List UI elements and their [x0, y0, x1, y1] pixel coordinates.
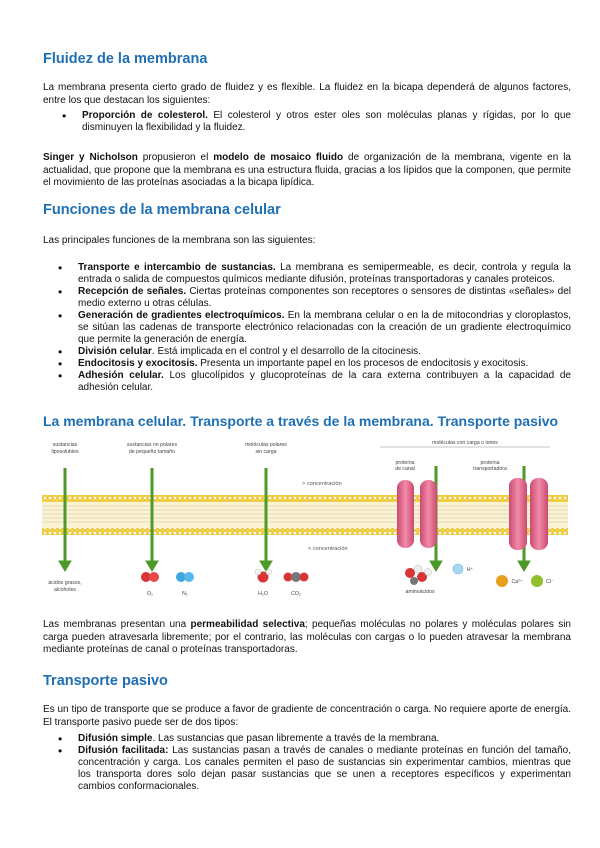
- item-bold: Proporción de colesterol.: [82, 110, 208, 121]
- list-item: [56, 733, 571, 745]
- inner-lipid-heads: [42, 528, 568, 535]
- label-polares-2: sin carga: [255, 449, 277, 455]
- ion-ca: [496, 575, 508, 587]
- arrow-head: [59, 561, 71, 571]
- ion-cl: [531, 575, 543, 587]
- label-co2: CO₂: [291, 591, 301, 597]
- label-liposolubles-1: sustancias: [52, 442, 78, 448]
- arrow-head: [430, 561, 442, 571]
- membrane-transport-diagram: [40, 438, 570, 600]
- singer-text-1: propusieron el: [137, 152, 214, 163]
- label-cl-ion: Cl⁻: [546, 579, 554, 585]
- list-item: [56, 370, 571, 394]
- carrier-protein-right: [530, 478, 548, 550]
- fluidez-list: [60, 110, 571, 134]
- label-aminoacidos: aminoácidos: [405, 589, 435, 595]
- list-item: [56, 745, 571, 793]
- item-text: En la membrana celular o en la de mitocondrias y cloroplastos, se sitúan las cadenas de transporte electrónico relacionadas con la creación de un gradiente electroquímico que permite la generación de energía.: [78, 310, 571, 345]
- label-h-ion: H⁺: [466, 567, 474, 573]
- heading-transporte-membrana: La membrana celular. Transporte a través de la membrana. Transporte pasivo: [43, 413, 559, 429]
- item-text: . Las sustancias que pasan libremente a través de la membrana.: [152, 733, 440, 744]
- item-text: . Está implicada en el control y el desarrollo de la citocinesis.: [151, 346, 421, 357]
- pasivo-list: [56, 733, 571, 793]
- singer-paragraph: [43, 152, 571, 190]
- item-text: Las sustancias pasan a través de canales o mediante proteínas en función del tamaño, concentración y carga. Los canales permiten el paso de sustancias sin experimentar cambios, mientras que los transporta dores solo dejan pasar sustancias que se unen a receptores específicos y experimentan cambios conformacionales.: [78, 745, 572, 792]
- channel-protein-left: [397, 480, 414, 548]
- label-transportadora-1: proteína: [480, 460, 500, 466]
- item-text: Presenta un importante papel en los procesos de endocitosis y exocitosis.: [197, 358, 529, 369]
- list-item: [56, 358, 571, 370]
- list-item: [60, 110, 571, 134]
- arrow-head: [518, 561, 530, 571]
- label-carga: moléculas con carga o iones: [432, 440, 498, 446]
- label-canal-2: de canal: [395, 466, 415, 472]
- label-menor-concentracion: < concentración: [308, 546, 348, 552]
- label-polares-1: moléculas polares: [245, 442, 287, 448]
- item-text: El colesterol y otros ester oles son moléculas planas y rígidas, por lo que disminuyen la flexibilidad y la fluidez.: [82, 110, 571, 133]
- molecule-co2: [284, 572, 309, 582]
- item-bold: Difusión simple: [78, 733, 153, 744]
- channel-protein-right: [420, 480, 437, 548]
- arrow-head: [146, 561, 158, 571]
- label-acidos-1: ácidos grasos,: [48, 580, 82, 586]
- list-item: [56, 262, 571, 286]
- mosaico-fluido: modelo de mosaico fluido: [213, 152, 344, 163]
- item-bold: Endocitosis y exocitosis.: [78, 358, 198, 369]
- diagram-svg: [40, 438, 570, 600]
- permeabilidad-paragraph: [43, 619, 571, 657]
- heading-transporte-pasivo: Transporte pasivo: [43, 673, 168, 689]
- item-bold: Transporte e intercambio de sustancias.: [78, 262, 276, 273]
- funciones-list: [56, 262, 571, 394]
- list-item: [56, 346, 571, 358]
- singer-name: Singer y Nicholson: [43, 152, 138, 163]
- pasivo-intro: Es un tipo de transporte que se produce a favor de gradiente de concentración o carga. No requiere aporte de energía. El transporte pasivo puede ser de dos tipos:: [43, 704, 571, 728]
- label-transportadora-2: transportadora: [473, 466, 507, 472]
- label-mayor-concentracion: > concentración: [302, 481, 342, 487]
- label-n2: N₂: [182, 591, 188, 597]
- list-item: [56, 310, 571, 346]
- perm-text-1: Las membranas presentan una: [43, 619, 191, 630]
- item-text: Ciertas proteínas componentes son receptores o sensores de distintas «señales» del medio externo u otras células.: [78, 286, 571, 309]
- permeabilidad-selectiva: permeabilidad selectiva: [190, 619, 305, 630]
- item-text: Los glucolípidos y glucoproteínas de la cara externa contribuyen a la capacidad de adhesión celular.: [78, 370, 571, 393]
- item-bold: Difusión facilitada:: [78, 745, 169, 756]
- list-item: [56, 286, 571, 310]
- item-bold: División celular: [78, 346, 152, 357]
- fluidez-intro: La membrana presenta cierto grado de fluidez y es flexible. La fluidez en la bicapa dependerá de algunos factores, entre los que destacan los siguientes:: [43, 82, 571, 106]
- label-liposolubles-2: liposolubles: [51, 449, 79, 455]
- label-ca-ion: Ca²⁺: [511, 579, 523, 585]
- item-bold: Recepción de señales.: [78, 286, 187, 297]
- label-no-polares-2: de pequeño tamaño: [128, 449, 176, 455]
- heading-fluidez: Fluidez de la membrana: [43, 51, 208, 67]
- molecule-aminoacid: [405, 565, 432, 585]
- label-o2: O₂: [146, 591, 154, 597]
- singer-text-2: de organización de la membrana, vigente en la actualidad, que propone que la membrana es una estructura fluida, gracias a los lípidos que la componen, que permite el movimiento de las proteínas asociadas a la bicapa lipídica.: [43, 152, 571, 188]
- label-no-polares-1: sustancias no polares: [126, 442, 178, 448]
- lipid-bilayer: [42, 495, 568, 535]
- label-h2o: H₂O: [258, 591, 268, 597]
- molecule-n2: [176, 572, 194, 582]
- funciones-intro: Las principales funciones de la membrana son las siguientes:: [43, 235, 316, 246]
- label-acidos-2: alcoholes: [54, 587, 76, 593]
- molecule-h2o: [255, 569, 272, 583]
- item-bold: Generación de gradientes electroquímicos.: [78, 310, 285, 321]
- item-text: La membrana es semipermeable, es decir, controla y regula la entrada o salida de compuestos químicos mediante difusión, proteínas transportadoras y canales proteicos.: [78, 262, 571, 285]
- item-bold: Adhesión celular.: [78, 370, 164, 381]
- perm-text-2: ; pequeñas moléculas no polares y moléculas polares sin carga pueden atravesarla libremente; por el contrario, las moléculas con cargas o lo pueden atravesar la membrana mediante proteínas de canal o proteínas transportadoras.: [43, 619, 571, 655]
- carrier-protein-left: [509, 478, 527, 550]
- heading-funciones: Funciones de la membrana celular: [43, 202, 281, 218]
- label-canal-1: proteína: [395, 460, 415, 466]
- molecule-o2: [141, 572, 159, 582]
- ion-h: [453, 564, 463, 574]
- outer-lipid-heads: [42, 495, 568, 502]
